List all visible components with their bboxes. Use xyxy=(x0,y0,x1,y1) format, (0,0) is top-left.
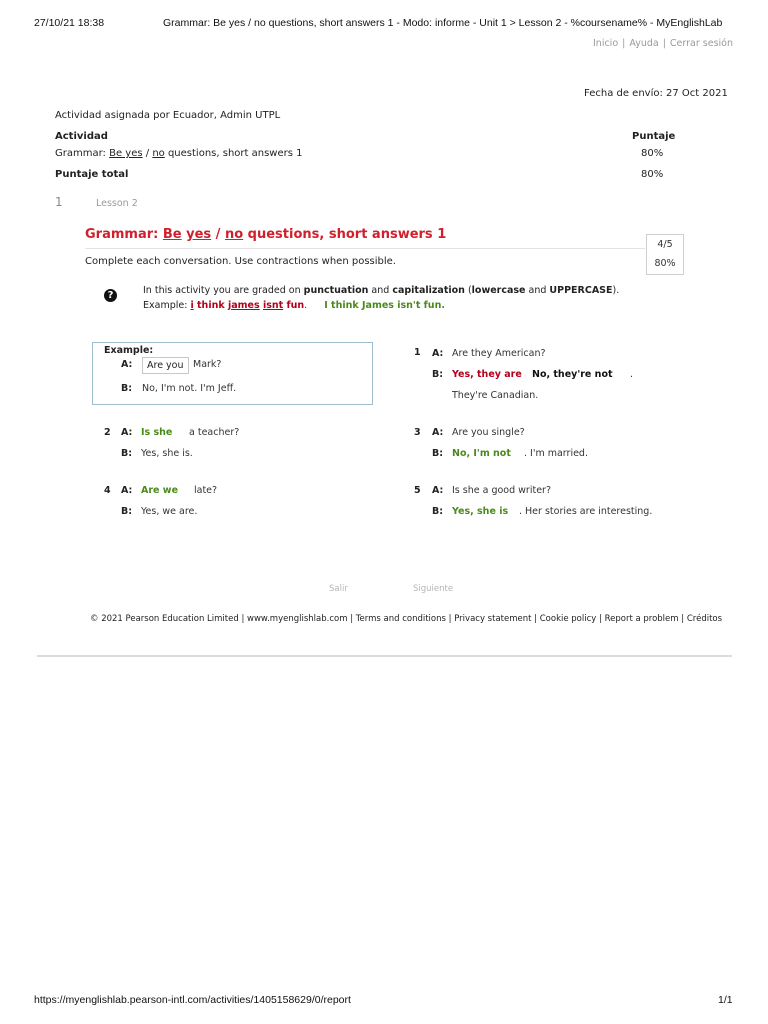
example-b-text: No, I'm not. I'm Jeff. xyxy=(142,383,237,394)
summary-name-part: Grammar: xyxy=(55,148,110,159)
exit-button[interactable]: Salir xyxy=(329,584,348,594)
footer-sep: | xyxy=(241,614,245,624)
q5-a-text: Is she a good writer? xyxy=(452,485,551,496)
summary-col-score: Puntaje xyxy=(632,131,676,142)
q1-b-wrong-answer: Yes, they are xyxy=(452,369,522,380)
q3-a-text: Are you single? xyxy=(452,427,525,438)
q5-b-rest: . Her stories are interesting. xyxy=(519,506,653,517)
example-a-input: Are you xyxy=(142,357,189,374)
note-wrong-part: think xyxy=(193,300,228,311)
example-label: Example: xyxy=(104,345,154,356)
top-links xyxy=(593,38,733,49)
q5-b-label: B: xyxy=(432,506,444,517)
summary-name-part: no xyxy=(152,148,165,159)
q4-a-label: A: xyxy=(121,485,133,496)
q4-a-rest: late? xyxy=(194,485,218,496)
note-part: In this activity you are graded on xyxy=(143,285,304,296)
q3-a-label: A: xyxy=(432,427,444,438)
q2-b-label: B: xyxy=(121,448,133,459)
note-example-label: Example: xyxy=(143,300,191,311)
q2-a-answer: Is she xyxy=(141,427,173,438)
top-sep: | xyxy=(662,38,666,49)
title-divider xyxy=(85,248,645,249)
note-part: and xyxy=(368,285,393,296)
note-wrong-part: james xyxy=(227,300,260,311)
grading-note xyxy=(143,285,619,296)
footer-link-terms[interactable]: Terms and conditions xyxy=(355,614,446,624)
footer-link-credits[interactable]: Créditos xyxy=(686,614,723,624)
footer-sep: | xyxy=(350,614,354,624)
q3-b-answer: No, I'm not xyxy=(452,448,511,459)
instruction-text: Complete each conversation. Use contractions when possible. xyxy=(85,256,396,267)
note-wrong-part: fun xyxy=(283,300,305,311)
title-part: / xyxy=(211,227,225,242)
note-part: lowercase xyxy=(471,285,526,296)
q1-b-label: B: xyxy=(432,369,444,380)
top-sep: | xyxy=(622,38,626,49)
note-part: and xyxy=(525,285,550,296)
item-number: 1 xyxy=(55,195,63,209)
note-part: ( xyxy=(464,285,472,296)
q2-a-label: A: xyxy=(121,427,133,438)
example-a-label: A: xyxy=(121,359,133,370)
next-button[interactable]: Siguiente xyxy=(413,584,454,594)
print-page-title: Grammar: Be yes / no questions, short answers 1 - Modo: informe - Unit 1 > Lesson 2 - %coursename% - MyEnglishLab xyxy=(163,17,723,29)
note-part: UPPERCASE xyxy=(549,285,613,296)
q5-b-answer: Yes, she is xyxy=(452,506,509,517)
summary-name-part: questions, short answers 1 xyxy=(164,148,303,159)
link-cerrar-sesion[interactable]: Cerrar sesión xyxy=(669,38,733,49)
footer-sep: | xyxy=(599,614,602,624)
title-part: Be xyxy=(162,227,182,242)
footer-link-report[interactable]: Report a problem xyxy=(604,614,679,624)
q4-a-answer: Are we xyxy=(141,485,179,496)
footer-sep: | xyxy=(534,614,538,624)
note-right-example: I think James isn't fun. xyxy=(324,300,445,311)
page-bottom-divider xyxy=(37,655,732,657)
q4-number: 4 xyxy=(104,485,111,496)
q1-c-text: They're Canadian. xyxy=(452,390,539,401)
summary-col-activity: Actividad xyxy=(55,131,108,142)
q1-a-text: Are they American? xyxy=(452,348,546,359)
summary-activity-name xyxy=(55,148,302,159)
q3-b-label: B: xyxy=(432,448,444,459)
summary-name-part: / xyxy=(142,148,153,159)
print-page-number: 1/1 xyxy=(718,994,733,1006)
link-inicio[interactable]: Inicio xyxy=(593,38,619,49)
footer-copyright: © 2021 Pearson Education Limited xyxy=(90,614,239,624)
footer-links xyxy=(90,614,722,624)
score-fraction-box: 4/5 xyxy=(646,234,684,256)
assigned-by: Actividad asignada por Ecuador, Admin UTPL xyxy=(55,110,281,121)
note-example xyxy=(143,300,445,311)
summary-total-score: 80% xyxy=(641,169,664,180)
q5-a-label: A: xyxy=(432,485,444,496)
item-lesson: Lesson 2 xyxy=(96,198,138,209)
q2-a-rest: a teacher? xyxy=(189,427,240,438)
q5-number: 5 xyxy=(414,485,421,496)
footer-link-site[interactable]: www.myenglishlab.com xyxy=(247,614,348,624)
footer-link-privacy[interactable]: Privacy statement xyxy=(454,614,532,624)
q1-a-label: A: xyxy=(432,348,444,359)
note-part: ). xyxy=(612,285,620,296)
q3-b-rest: . I'm married. xyxy=(524,448,588,459)
footer-link-cookie[interactable]: Cookie policy xyxy=(539,614,597,624)
q1-b-rest: . xyxy=(630,369,634,380)
q2-b-text: Yes, she is. xyxy=(141,448,193,459)
item-title xyxy=(85,227,446,242)
print-datetime: 27/10/21 18:38 xyxy=(34,17,105,29)
example-b-label: B: xyxy=(121,383,133,394)
example-a-rest: Mark? xyxy=(193,359,222,370)
footer-sep: | xyxy=(681,614,685,624)
print-url: https://myenglishlab.pearson-intl.com/activities/1405158629/0/report xyxy=(34,994,351,1006)
note-part: capitalization xyxy=(392,285,465,296)
score-percent-box: 80% xyxy=(646,254,684,275)
q2-number: 2 xyxy=(104,427,111,438)
footer-sep: | xyxy=(448,614,452,624)
title-part: no xyxy=(224,227,244,242)
summary-activity-score: 80% xyxy=(641,148,664,159)
link-ayuda[interactable]: Ayuda xyxy=(629,38,659,49)
note-wrong-part: . xyxy=(304,300,308,311)
submit-date: Fecha de envío: 27 Oct 2021 xyxy=(584,88,728,99)
title-part: questions, short answers 1 xyxy=(243,227,447,242)
note-part: punctuation xyxy=(303,285,369,296)
title-part: yes xyxy=(186,227,212,242)
note-wrong-part: isnt xyxy=(262,300,284,311)
q4-b-label: B: xyxy=(121,506,133,517)
title-part: Grammar: xyxy=(85,227,163,242)
q4-b-text: Yes, we are. xyxy=(141,506,198,517)
summary-name-part: Be yes xyxy=(109,148,143,159)
summary-total-label: Puntaje total xyxy=(55,169,129,180)
q1-number: 1 xyxy=(414,347,421,358)
help-icon: ? xyxy=(104,289,117,302)
q3-number: 3 xyxy=(414,427,421,438)
note-wrong-part: i xyxy=(190,300,194,311)
q1-b-correct-answer: No, they're not xyxy=(532,369,613,380)
